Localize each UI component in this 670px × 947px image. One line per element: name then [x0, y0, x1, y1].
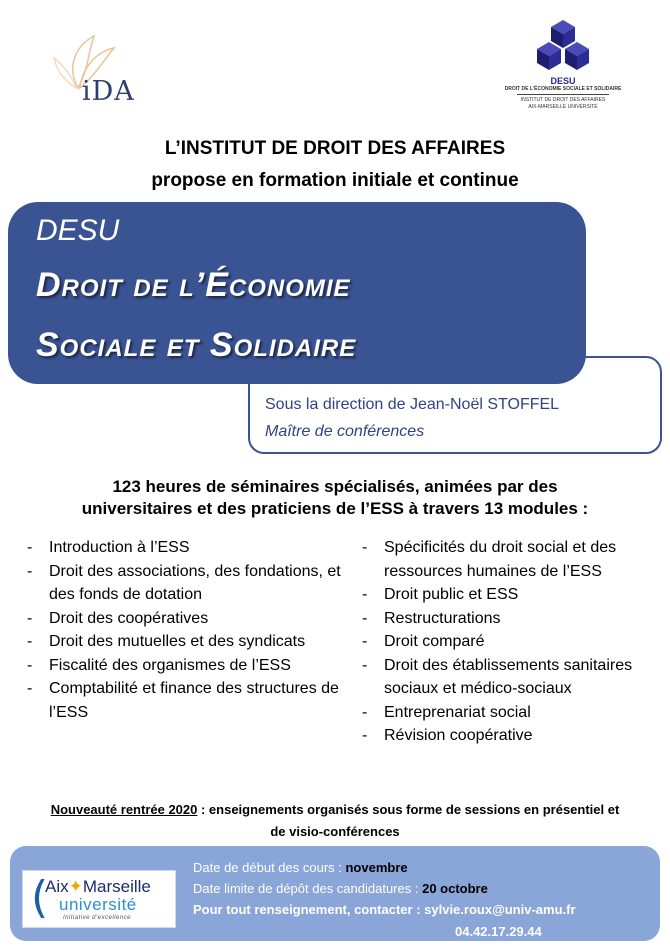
intro-line-2: universitaires et des praticiens de l’ESS à travers 13 modules :	[81, 499, 589, 518]
module-item: - Introduction à l’ESS	[27, 536, 342, 560]
novelty-text-2: de visio-conférences	[270, 824, 400, 839]
desu-logo-title: DESU	[550, 76, 576, 86]
module-item: - Droit public et ESS	[362, 583, 662, 607]
ida-logo-text: iDA	[82, 76, 135, 107]
program-intro	[0, 476, 670, 520]
desu-logo-subtitle: DROIT DE L'ÉCONOMIE SOCIALE ET SOLIDAIRE	[504, 86, 622, 92]
title-line-2: Sociale et Solidaire	[36, 326, 357, 364]
deadline: Date limite de dépôt des candidatures : 20 octobre	[193, 881, 488, 896]
cube-stack-icon	[531, 18, 595, 74]
module-item: - Révision coopérative	[362, 724, 662, 748]
direction-text: Sous la direction de Jean-Noël STOFFEL	[265, 396, 560, 413]
module-item: - Comptabilité et finance des structures de l’ESS	[27, 677, 342, 724]
intro-line-1: 123 heures de séminaires spécialisés, animées par des	[112, 477, 558, 496]
institute-heading: L’INSTITUT DE DROIT DES AFFAIRES	[164, 138, 506, 159]
aix-marseille-logo	[22, 870, 176, 928]
module-item: - Droit comparé	[362, 630, 662, 654]
desu-logo-divider	[517, 94, 609, 95]
module-item: - Droit des coopératives	[27, 607, 342, 631]
amu-bracket-icon: (	[31, 872, 49, 923]
novelty-text: : enseignements organisés sous forme de sessions en présentiel et	[197, 802, 620, 817]
desu-logo-institute: INSTITUT DE DROIT DES AFFAIRES	[520, 97, 606, 103]
ida-logo	[48, 30, 158, 110]
amu-logo-name: Aix✦Marseille	[45, 877, 151, 896]
desu-logo-university: AIX-MARSEILLE UNIVERSITÉ	[528, 104, 598, 110]
phone-number[interactable]: 04.42.17.29.44	[455, 924, 542, 939]
program-subheading: propose en formation initiale et continue	[151, 170, 519, 191]
module-item: - Droit des mutuelles et des syndicats	[27, 630, 342, 654]
module-item: - Entreprenariat social	[362, 701, 662, 725]
start-date: Date de début des cours : novembre	[193, 860, 408, 875]
novelty-label: Nouveauté rentrée 2020	[50, 802, 198, 817]
module-item: - Droit des établissements sanitaires sociaux et médico-sociaux	[362, 654, 662, 701]
amu-logo-tagline: Initiative d'excellence	[63, 915, 132, 921]
deadline-value: 20 octobre	[422, 881, 488, 896]
star-icon: ✦	[68, 877, 83, 896]
novelty-notice	[10, 799, 660, 843]
modules-list-left	[27, 536, 342, 724]
desu-logo	[488, 18, 638, 128]
title-line-1: Droit de l’Économie	[36, 266, 351, 304]
director-role: Maître de conférences	[265, 423, 425, 440]
module-item: - Fiscalité des organismes de l’ESS	[27, 654, 342, 678]
contact-info[interactable]: Pour tout renseignement, contacter : sylvie.roux@univ-amu.fr	[193, 902, 576, 917]
start-date-value: novembre	[345, 860, 408, 875]
module-item: - Restructurations	[362, 607, 662, 631]
module-item: - Droit des associations, des fondations, et des fonds de dotation	[27, 560, 342, 607]
title-desu: DESU	[36, 214, 120, 247]
modules-list-right	[362, 536, 662, 748]
module-item: - Spécificités du droit social et des ressources humaines de l’ESS	[362, 536, 662, 583]
amu-logo-university: université	[59, 895, 137, 914]
